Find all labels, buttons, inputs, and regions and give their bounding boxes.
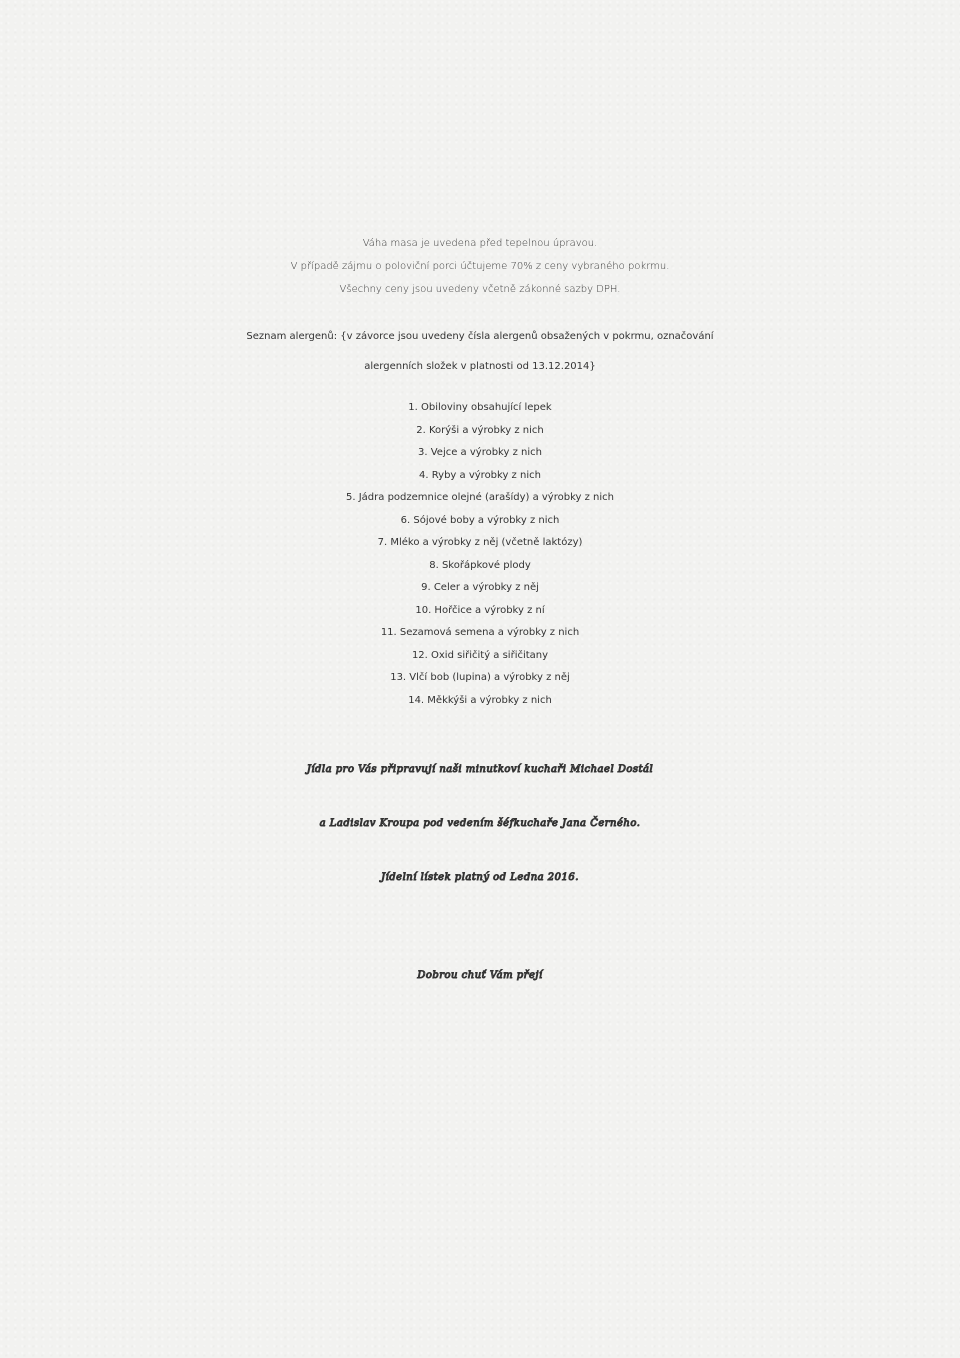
allergen-intro-line-1: Seznam alergenů: {v závorce jsou uvedeny čísla alergenů obsažených v pokrmu, označování — [246, 331, 714, 342]
allergen-item: 2. Korýši a výrobky z nich — [416, 424, 544, 436]
allergen-intro-line-2: alergenních složek v platnosti od 13.12.2014} — [364, 361, 596, 372]
allergen-item: 3. Vejce a výrobky z nich — [418, 447, 542, 458]
note-half-portion: V případě zájmu o poloviční porci účtujeme 70% z ceny vybraného pokrmu. — [290, 261, 670, 272]
chefs-credit-line-1: Jídla pro Vás připravují naši minutkoví kuchaři Michael Dostál — [306, 764, 654, 775]
allergen-item: 10. Hořčice a výrobky z ní — [415, 604, 545, 616]
note-meat-weight: Váha masa je uvedena před tepelnou úpravou. — [362, 238, 598, 249]
allergen-item: 11. Sezamová semena a výrobky z nich — [380, 627, 580, 638]
menu-notes — [0, 232, 960, 301]
allergen-item: 8. Skořápkové plody — [429, 559, 531, 571]
allergen-item: 5. Jádra podzemnice olejné (arašídy) a výrobky z nich — [346, 492, 614, 503]
allergen-intro — [0, 322, 960, 382]
allergen-item: 13. Vlčí bob (lupina) a výrobky z něj — [390, 672, 570, 683]
allergen-item: 7. Mléko a výrobky z něj (včetně laktózy) — [377, 537, 583, 548]
allergen-item: 14. Měkkýši a výrobky z nich — [408, 694, 552, 706]
bon-appetit-signoff: Dobrou chuť Vám přejí — [417, 970, 543, 981]
allergen-item: 9. Celer a výrobky z něj — [421, 582, 539, 593]
allergen-item: 4. Ryby a výrobky z nich — [419, 469, 541, 481]
note-vat: Všechny ceny jsou uvedeny včetně zákonné sazby DPH. — [339, 284, 621, 295]
allergen-item: 12. Oxid siřičitý a siřičitany — [411, 649, 549, 661]
allergen-list — [0, 397, 960, 712]
menu-validity: Jídelní lístek platný od Ledna 2016. — [381, 872, 579, 883]
allergen-item: 1. Obiloviny obsahující lepek — [408, 402, 552, 413]
allergen-item: 6. Sójové boby a výrobky z nich — [400, 514, 560, 526]
chefs-credit-line-2: a Ladislav Kroupa pod vedením šéfkuchaře Jana Černého. — [319, 818, 641, 829]
